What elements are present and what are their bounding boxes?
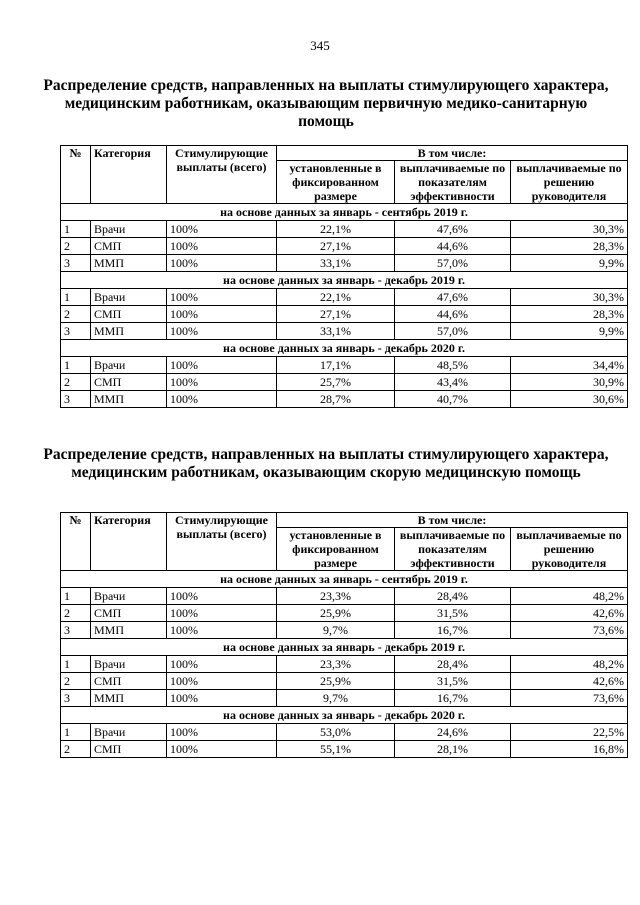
cell-manager: 9,9% [511,323,628,340]
cell-num: 1 [61,724,91,741]
table-row [61,656,628,673]
cell-total: 100% [167,323,277,340]
cell-num: 3 [61,622,91,639]
cell-manager: 16,8% [511,741,628,758]
section-title-emergency-care: Распределение средств, направленных на выплаты стимулирующего характера, медицинским работникам, оказывающим скорую медицинскую помощь [43,446,609,481]
cell-total: 100% [167,289,277,306]
table-row [61,221,628,238]
header-num: № [61,513,91,571]
cell-category: Врачи [91,724,167,741]
cell-efficiency: 31,5% [395,605,511,622]
cell-total: 100% [167,391,277,408]
cell-category: СМП [91,374,167,391]
cell-fixed: 33,1% [277,323,395,340]
cell-total: 100% [167,255,277,272]
cell-fixed: 23,3% [277,588,395,605]
cell-fixed: 25,7% [277,374,395,391]
cell-efficiency: 24,6% [395,724,511,741]
cell-num: 3 [61,323,91,340]
cell-category: ММП [91,255,167,272]
header-category: Категория [91,146,167,204]
table-row [61,605,628,622]
table-row [61,673,628,690]
table-row [61,622,628,639]
cell-total: 100% [167,690,277,707]
cell-num: 1 [61,289,91,306]
group-label: на основе данных за январь - декабрь 2019 г. [61,272,628,289]
cell-efficiency: 16,7% [395,690,511,707]
table-row [61,289,628,306]
cell-num: 2 [61,741,91,758]
cell-total: 100% [167,622,277,639]
cell-category: Врачи [91,221,167,238]
cell-efficiency: 48,5% [395,357,511,374]
cell-fixed: 33,1% [277,255,395,272]
header-row [61,146,628,161]
cell-category: Врачи [91,588,167,605]
header-category: Категория [91,513,167,571]
group-row [61,571,628,588]
header-including: В том числе: [277,513,628,528]
group-row [61,272,628,289]
cell-num: 3 [61,255,91,272]
table-row [61,741,628,758]
header-total: Стимулирующие выплаты (всего) [167,513,277,571]
table-row [61,323,628,340]
cell-category: Врачи [91,289,167,306]
cell-num: 1 [61,221,91,238]
cell-total: 100% [167,588,277,605]
group-label: на основе данных за январь - декабрь 2020 г. [61,707,628,724]
header-fixed: установленные в фиксированном размере [277,161,395,204]
header-num: № [61,146,91,204]
cell-fixed: 27,1% [277,306,395,323]
cell-efficiency: 16,7% [395,622,511,639]
cell-fixed: 23,3% [277,656,395,673]
cell-fixed: 27,1% [277,238,395,255]
cell-manager: 30,6% [511,391,628,408]
header-efficiency: выплачиваемые по показателям эффективности [395,528,511,571]
cell-efficiency: 31,5% [395,673,511,690]
cell-total: 100% [167,374,277,391]
cell-num: 1 [61,656,91,673]
cell-efficiency: 43,4% [395,374,511,391]
header-total: Стимулирующие выплаты (всего) [167,146,277,204]
cell-efficiency: 40,7% [395,391,511,408]
group-row [61,340,628,357]
header-efficiency: выплачиваемые по показателям эффективности [395,161,511,204]
group-row [61,204,628,221]
cell-fixed: 22,1% [277,289,395,306]
cell-total: 100% [167,357,277,374]
group-label: на основе данных за январь - декабрь 2020 г. [61,340,628,357]
cell-num: 2 [61,306,91,323]
header-manager: выплачиваемые по решению руководителя [511,161,628,204]
cell-efficiency: 28,4% [395,588,511,605]
table-row [61,357,628,374]
cell-manager: 73,6% [511,690,628,707]
page-number: 345 [310,38,330,53]
table-row [61,588,628,605]
cell-num: 3 [61,391,91,408]
cell-num: 1 [61,357,91,374]
cell-fixed: 53,0% [277,724,395,741]
cell-total: 100% [167,605,277,622]
cell-efficiency: 57,0% [395,323,511,340]
cell-total: 100% [167,673,277,690]
cell-total: 100% [167,656,277,673]
section-title-primary-care: Распределение средств, направленных на выплаты стимулирующего характера, медицинским работникам, оказывающим первичную медико-санитарную помощь [43,77,609,130]
cell-efficiency: 44,6% [395,306,511,323]
cell-fixed: 9,7% [277,622,395,639]
cell-efficiency: 47,6% [395,289,511,306]
cell-manager: 73,6% [511,622,628,639]
cell-category: СМП [91,673,167,690]
cell-category: ММП [91,622,167,639]
cell-fixed: 28,7% [277,391,395,408]
cell-efficiency: 28,1% [395,741,511,758]
cell-fixed: 25,9% [277,605,395,622]
cell-manager: 22,5% [511,724,628,741]
group-label: на основе данных за январь - сентябрь 2019 г. [61,571,628,588]
cell-fixed: 25,9% [277,673,395,690]
cell-manager: 34,4% [511,357,628,374]
cell-fixed: 17,1% [277,357,395,374]
cell-fixed: 22,1% [277,221,395,238]
cell-category: ММП [91,690,167,707]
group-row [61,707,628,724]
cell-manager: 30,9% [511,374,628,391]
cell-num: 1 [61,588,91,605]
cell-category: СМП [91,605,167,622]
cell-manager: 30,3% [511,289,628,306]
group-label: на основе данных за январь - декабрь 2019 г. [61,639,628,656]
table-row [61,724,628,741]
cell-total: 100% [167,238,277,255]
cell-manager: 28,3% [511,238,628,255]
cell-total: 100% [167,221,277,238]
cell-category: Врачи [91,357,167,374]
header-row [61,513,628,528]
header-fixed: установленные в фиксированном размере [277,528,395,571]
table-primary-care [60,145,628,408]
cell-num: 2 [61,374,91,391]
cell-efficiency: 44,6% [395,238,511,255]
cell-num: 2 [61,238,91,255]
cell-efficiency: 47,6% [395,221,511,238]
cell-category: СМП [91,306,167,323]
cell-manager: 48,2% [511,656,628,673]
cell-total: 100% [167,741,277,758]
cell-total: 100% [167,724,277,741]
table-row [61,391,628,408]
group-label: на основе данных за январь - сентябрь 2019 г. [61,204,628,221]
cell-manager: 9,9% [511,255,628,272]
header-manager: выплачиваемые по решению руководителя [511,528,628,571]
cell-num: 3 [61,690,91,707]
table-row [61,374,628,391]
cell-manager: 30,3% [511,221,628,238]
cell-category: СМП [91,741,167,758]
cell-category: ММП [91,323,167,340]
table-row [61,255,628,272]
table-row [61,690,628,707]
table-row [61,238,628,255]
group-row [61,639,628,656]
cell-fixed: 9,7% [277,690,395,707]
cell-total: 100% [167,306,277,323]
cell-category: Врачи [91,656,167,673]
cell-efficiency: 28,4% [395,656,511,673]
cell-manager: 28,3% [511,306,628,323]
cell-manager: 42,6% [511,673,628,690]
cell-efficiency: 57,0% [395,255,511,272]
table-row [61,306,628,323]
header-including: В том числе: [277,146,628,161]
cell-category: СМП [91,238,167,255]
cell-category: ММП [91,391,167,408]
cell-manager: 42,6% [511,605,628,622]
cell-manager: 48,2% [511,588,628,605]
cell-num: 2 [61,673,91,690]
table-emergency-care [60,512,628,758]
cell-num: 2 [61,605,91,622]
cell-fixed: 55,1% [277,741,395,758]
